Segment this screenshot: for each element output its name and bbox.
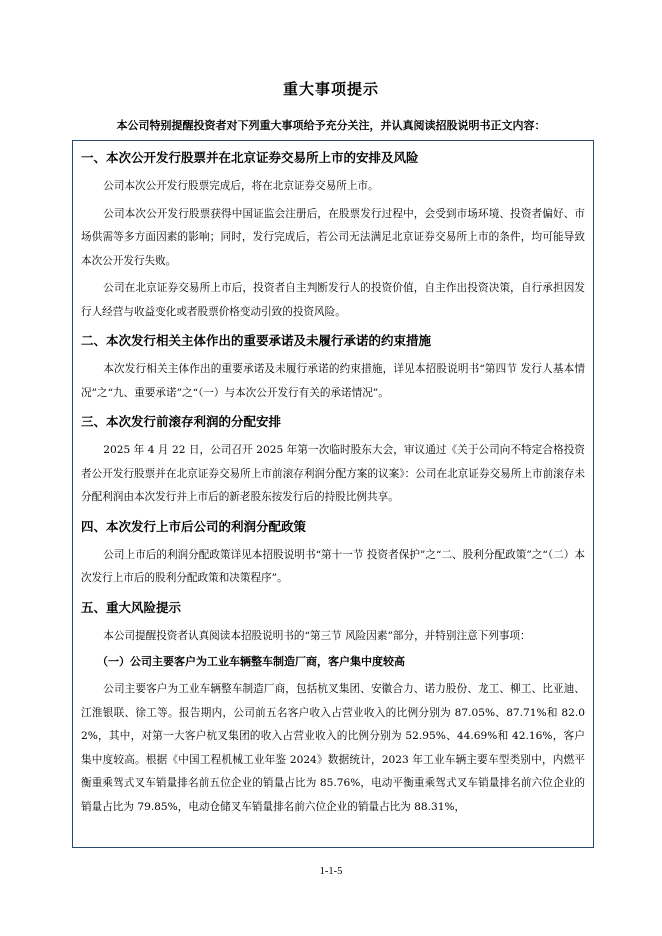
- content-frame: [72, 140, 594, 848]
- section-1-paragraph-1: 公司本次公开发行股票完成后，将在北京证券交易所上市。: [103, 180, 379, 192]
- section-heading-3: 三、本次发行前滚存利润的分配安排: [81, 414, 282, 429]
- risk-subheading-1: （一）公司主要客户为工业车辆整车制造厂商，客户集中度较高: [97, 655, 405, 668]
- section-1-paragraph-3: 公司在北京证券交易所上市后，投资者自主判断发行人的投资价值，自主作出投资决策，自行承担因发行人经营与收益变化或者股票价格变动引致的投资风险。: [81, 282, 585, 318]
- section-1-paragraph-2: 公司本次公开发行股票获得中国证监会注册后，在股票发行过程中，会受到市场环境、投资者偏好、市场供需等多方面因素的影响；同时，发行完成后，若公司无法满足北京证券交易所上市的条件，均可能导致本次公开发行失败。: [81, 207, 585, 267]
- section-heading-5: 五、重大风险提示: [81, 599, 182, 615]
- section-heading-1: 一、本次公开发行股票并在北京证券交易所上市的安排及风险: [81, 150, 419, 165]
- page-number: 1-1-5: [319, 866, 343, 877]
- section-4-paragraph-1: 公司上市后的利润分配政策详见本招股说明书“第十一节 投资者保护”之“二、股利分配政策”之“（二）本次发行上市后的股利分配政策和决策程序”。: [81, 548, 585, 584]
- section-5-paragraph-1: 本公司提醒投资者认真阅读本招股说明书的“第三节 风险因素”部分，并特别注意下列事项：: [103, 629, 531, 642]
- notice-text: 本公司特别提醒投资者对下列重大事项给予充分关注，并认真阅读招股说明书正文内容：: [116, 119, 546, 132]
- section-2-paragraph-1: 本次发行相关主体作出的重要承诺及未履行承诺的约束措施，详见本招股说明书“第四节 发行人基本情况”之“九、重要承诺”之“（一）与本次公开发行有关的承诺情况”。: [81, 363, 585, 399]
- section-3-paragraph-1: 2025 年 4 月 22 日，公司召开 2025 年第一次临时股东大会，审议通过《关于公司向不特定合格投资者公开发行股票并在北京证券交易所上市前滚存利润分配方案的议案》：公司在北京证券交易所上市前滚存未分配利润由本次发行并上市后的新老股东按发行后的持股比例共享。: [81, 444, 585, 503]
- section-heading-2: 二、本次发行相关主体作出的重要承诺及未履行承诺的约束措施: [81, 333, 432, 348]
- risk-paragraph-1: 公司主要客户为工业车辆整车制造厂商，包括杭叉集团、安徽合力、诺力股份、龙工、柳工、比亚迪、江淮银联、徐工等。报告期内，公司前五名客户收入占营业收入的比例分别为 87.05%、87.71%和 82.02%，其中，对第一大客户杭叉集团的收入占营业收入的比例分别为 52.95%、44.69%和 42.16%，客户集中度较高。根据《中国工程机械工业年鉴 2024》数据统计，2023 年工业车辆主要车型类别中，内燃平衡重乘驾式叉车销量排名前五位企业的销量占比为 85.76%，电动平衡重乘驾式叉车销量排名前六位企业的销量占比为 79.85%，电动仓储叉车销量排名前六位企业的销量占比为 88.31%，: [81, 683, 585, 813]
- page-title: 重大事项提示: [282, 80, 379, 98]
- section-heading-4: 四、本次发行上市后公司的利润分配政策: [81, 518, 307, 534]
